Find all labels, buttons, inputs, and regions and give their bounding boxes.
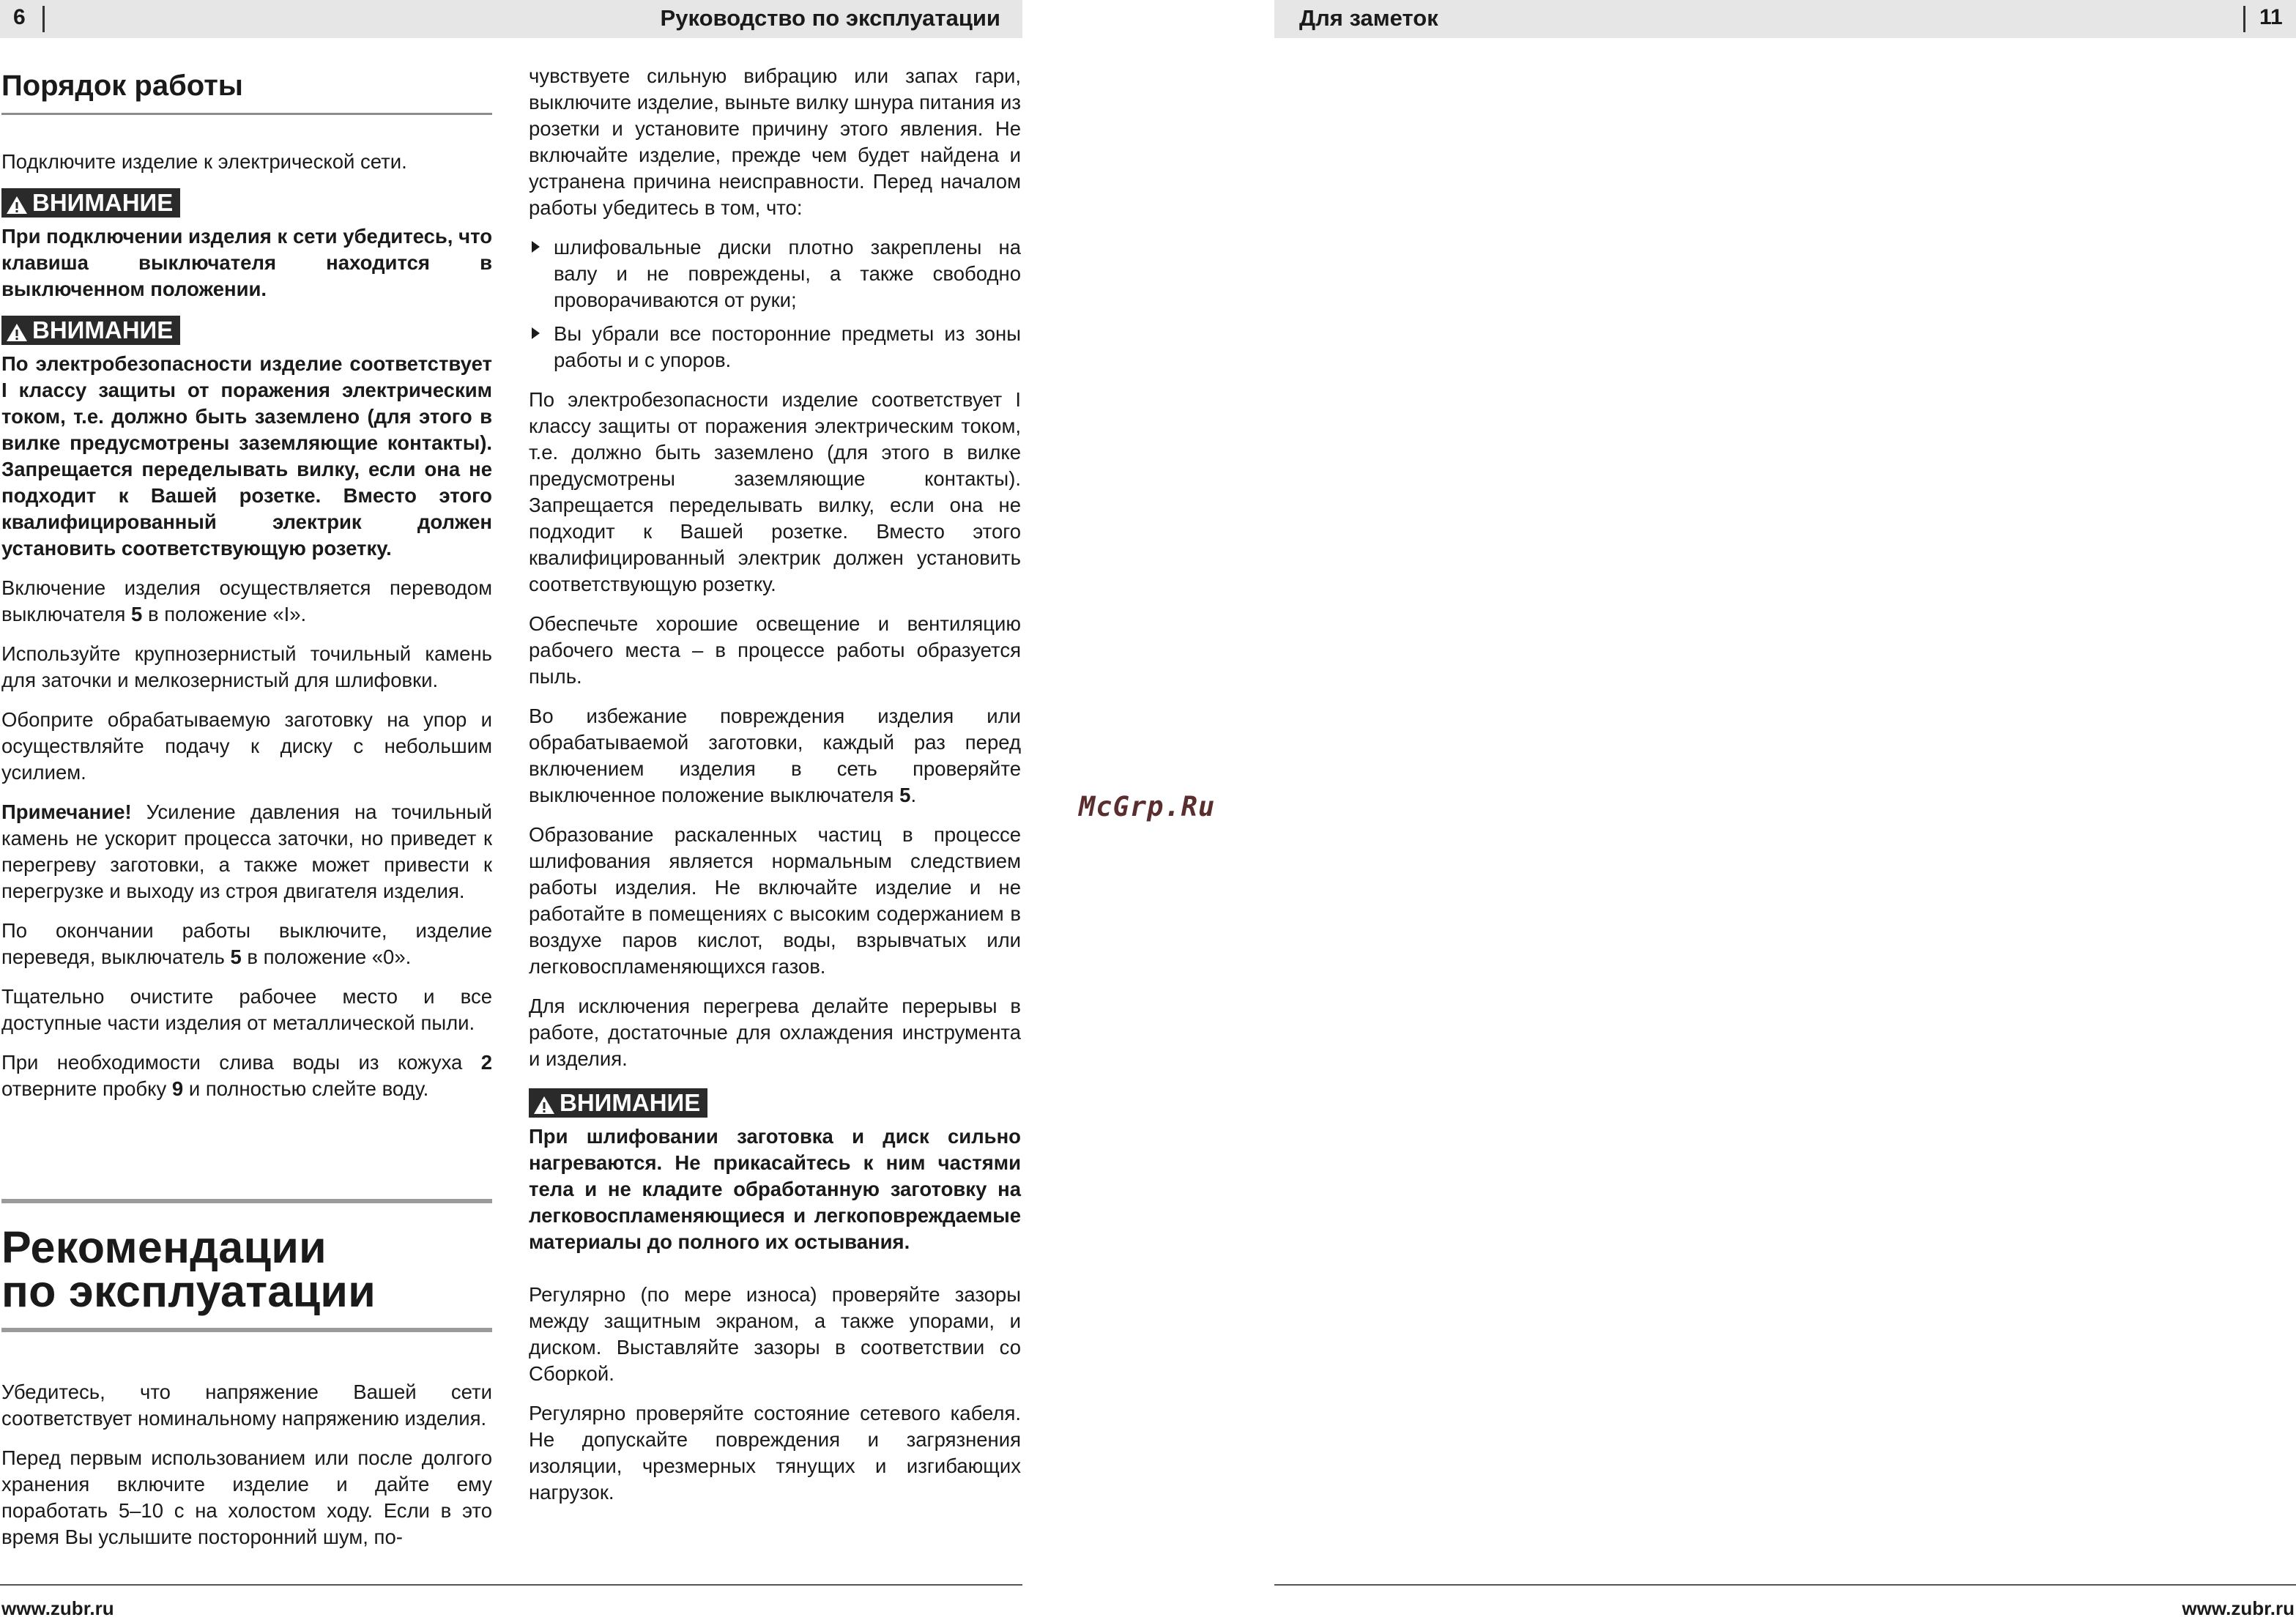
heading-rule-top bbox=[1, 1199, 492, 1203]
warning-text: При подключении изделия к сети убедитесь, что клавиша выключателя находится в выключенном положении. bbox=[1, 225, 492, 300]
list-item: Вы убрали все посторонние предметы из зоны работы и с упоров. bbox=[529, 321, 1021, 374]
paragraph: Регулярно (по мере износа) проверяйте зазоры между защитным экраном, а также упорами, и диском. Выставляйте зазоры в соответствии со Сборкой. bbox=[529, 1283, 1021, 1385]
paragraph: Тщательно очистите рабочее место и все доступные части изделия от металлической пыли. bbox=[1, 985, 492, 1034]
triangle-bullet-icon bbox=[532, 327, 540, 339]
triangle-bullet-icon bbox=[532, 241, 540, 253]
heading-rule-bottom bbox=[1, 1328, 492, 1332]
paragraph: Обоприте обрабатываемую заготовку на упор и осуществляйте подачу к диску с небольшим усилием. bbox=[1, 708, 492, 784]
left-header-title: Руководство по эксплуатации bbox=[660, 5, 1000, 31]
warning-text: При шлифовании заготовка и диск сильно нагреваются. Не прикасайтесь к ним частями тела и не кладите обработанную заготовку на легковоспламеняющиеся и легкоповреждаемые материалы до полного их остывания. bbox=[529, 1125, 1021, 1253]
warning-text: По электробезопасности изделие соответствует I классу защиты от поражения электрическим током, т.е. должно быть заземлено (для этого в вилке предусмотрены заземляющие контакты). Запрещается переделывать вилку, если она не подходит к Вашей розетке. Вместо этого квалифицированный электрик должен установить соответствующую розетку. bbox=[1, 352, 492, 560]
warning-badge bbox=[1, 188, 180, 218]
list-item: шлифовальные диски плотно закреплены на валу и не повреждены, а также свободно проворачиваются от руки; bbox=[529, 234, 1021, 313]
watermark-text: McGrp.Ru bbox=[1079, 791, 1216, 822]
paragraph: Во избежание повреждения изделия или обрабатываемой заготовки, каждый раз перед включением изделия в сеть проверяйте выключенное положение выключателя 5. bbox=[529, 705, 1021, 806]
right-page-number: 11 bbox=[2259, 5, 2283, 29]
paragraph: По окончании работы выключите, изделие переведя, выключатель 5 в положение «0». bbox=[1, 919, 492, 968]
warning-badge bbox=[1, 316, 180, 345]
section-rule bbox=[1, 113, 492, 115]
check-list bbox=[529, 234, 1021, 374]
paragraph: Регулярно проверяйте состояние сетевого кабеля. Не допускайте повреждения и загрязнения изоляции, чрезмерных тянущих и изгибающих нагрузок. bbox=[529, 1402, 1021, 1504]
paragraph: Перед первым использованием или после долгого хранения включите изделие и дайте ему поработать 5–10 с на холостом ходу. Если в это время Вы услышите посторонний шум, по- bbox=[1, 1446, 492, 1548]
right-page bbox=[1274, 0, 2296, 1618]
header-separator bbox=[2243, 6, 2245, 32]
paragraph: Обеспечьте хорошие освещение и вентиляцию рабочего места – в процессе работы образуется пыль. bbox=[529, 612, 1021, 688]
warning-label: ВНИМАНИЕ bbox=[560, 1089, 701, 1116]
paragraph: Убедитесь, что напряжение Вашей сети соответствует номинальному напряжению изделия. bbox=[1, 1381, 492, 1430]
left-footer-line bbox=[0, 1584, 1022, 1586]
paragraph: При необходимости слива воды из кожуха 2 отверните пробку 9 и полностью слейте воду. bbox=[1, 1051, 492, 1100]
header-separator bbox=[42, 6, 45, 32]
note-label: Примечание! bbox=[1, 800, 132, 823]
paragraph: Образование раскаленных частиц в процессе шлифования является нормальным следствием работы изделия. Не включайте изделие и не работайте в помещениях с высоким содержанием в воздухе паров кислот, воды, взрывчатых или легковоспламеняющихся газов. bbox=[529, 823, 1021, 978]
paragraph: чувствуете сильную вибрацию или запах гари, выключите изделие, выньте вилку шнура питания из розетки и установите причину этого явления. Не включайте изделие, прежде чем будет найдена и устранена причина неисправности. Перед началом работы убедитесь в том, что: bbox=[529, 64, 1021, 219]
warning-triangle-icon bbox=[6, 196, 28, 215]
left-page-number: 6 bbox=[13, 5, 26, 29]
warning-triangle-icon bbox=[6, 323, 28, 342]
left-header-bar bbox=[0, 0, 1022, 38]
left-footer-url[interactable]: www.zubr.ru bbox=[1, 1597, 114, 1619]
warning-badge bbox=[529, 1088, 707, 1118]
paragraph: По электробезопасности изделие соответствует I классу защиты от поражения электрическим током, т.е. должно быть заземлено (для этого в вилке предусмотрены заземляющие контакты). Запрещается переделывать вилку, если она не подходит к Вашей розетке. Вместо этого квалифицированный электрик должен установить соответствующую розетку. bbox=[529, 388, 1021, 595]
left-column-2 bbox=[529, 63, 1021, 1519]
right-header-title: Для заметок bbox=[1299, 5, 1438, 31]
paragraph: Используйте крупнозернистый точильный камень для заточки и мелкозернистый для шлифовки. bbox=[1, 642, 492, 691]
left-page bbox=[0, 0, 1022, 1618]
paragraph: Подключите изделие к электрической сети. bbox=[1, 150, 407, 173]
left-column-1 bbox=[1, 67, 492, 1115]
big-heading: Рекомендации по эксплуатации bbox=[1, 1222, 376, 1316]
paragraph: Включение изделия осуществляется переводом выключателя 5 в положение «I». bbox=[1, 576, 492, 625]
warning-label: ВНИМАНИЕ bbox=[32, 316, 174, 343]
recommendations-block bbox=[1, 1199, 492, 1564]
note-paragraph: Примечание! Усиление давления на точильный камень не ускорит процесса заточки, но приведет к перегреву заготовки, а также может привести к перегрузке и выходу из строя двигателя изделия. bbox=[1, 800, 492, 902]
right-footer-line bbox=[1274, 1584, 2296, 1586]
right-header-bar bbox=[1274, 0, 2296, 38]
warning-triangle-icon bbox=[533, 1096, 555, 1115]
paragraph: Для исключения перегрева делайте перерывы в работе, достаточные для охлаждения инструмента и изделия. bbox=[529, 995, 1021, 1070]
warning-label: ВНИМАНИЕ bbox=[32, 189, 174, 216]
right-footer-url[interactable]: www.zubr.ru bbox=[2182, 1597, 2295, 1619]
section-title: Порядок работы bbox=[1, 70, 243, 102]
